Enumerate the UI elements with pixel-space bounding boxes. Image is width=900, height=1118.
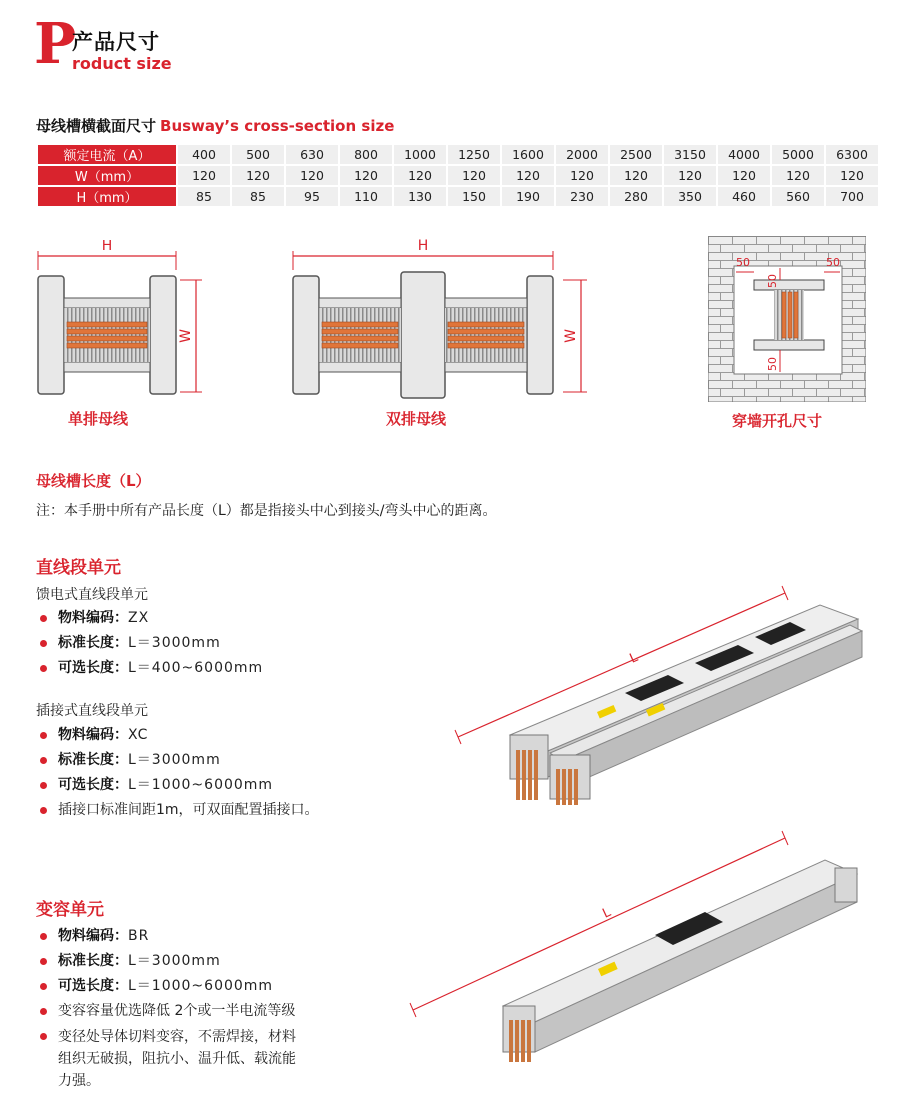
table-cell: 120 [502, 166, 554, 185]
table-cell: 2000 [556, 145, 608, 164]
page-subtitle: roduct size [72, 54, 172, 73]
table-cell: 120 [394, 166, 446, 185]
list-item: 可选长度：L＝1000~6000mm [36, 974, 296, 999]
section-title-cross-section [36, 115, 394, 136]
table-cell: 1250 [448, 145, 500, 164]
table-cell: 120 [448, 166, 500, 185]
row-header: H（mm） [38, 187, 176, 206]
table-row [38, 145, 878, 164]
length-title: 母线槽长度（L） [36, 472, 151, 490]
table-cell: 630 [286, 145, 338, 164]
plugin-title: 插接式直线段单元 [36, 703, 148, 719]
table-cell: 120 [340, 166, 392, 185]
dim-w-label: W [178, 329, 194, 343]
table-cell: 800 [340, 145, 392, 164]
table-cell: 1600 [502, 145, 554, 164]
table-row [38, 166, 878, 185]
table-cell: 120 [826, 166, 878, 185]
logo-letter: P [34, 11, 77, 77]
table-cell: 230 [556, 187, 608, 206]
dim-h-label: H [101, 240, 113, 254]
table-cell: 350 [664, 187, 716, 206]
table-cell: 560 [772, 187, 824, 206]
reducer-busway-illustration [405, 830, 875, 1075]
table-cell: 110 [340, 187, 392, 206]
row-header: W（mm） [38, 166, 176, 185]
single-busbar-diagram [30, 240, 215, 405]
section-title-en: Busway’s cross-section size [160, 117, 395, 135]
table-cell: 280 [610, 187, 662, 206]
list-item: 插接口标准间距1m，可双面配置插接口。 [36, 798, 319, 823]
table-cell: 150 [448, 187, 500, 206]
dim-50-left: 50 [736, 256, 750, 269]
table-cell: 190 [502, 187, 554, 206]
table-cell: 1000 [394, 145, 446, 164]
wall-opening-diagram [708, 236, 866, 402]
table-cell: 2500 [610, 145, 662, 164]
reducer-list [36, 924, 296, 1092]
feeder-list [36, 606, 263, 681]
list-item: 物料编码：BR [36, 924, 296, 949]
table-cell: 95 [286, 187, 338, 206]
table-cell: 120 [718, 166, 770, 185]
table-cell: 460 [718, 187, 770, 206]
dim-w-label-double: W [563, 329, 579, 343]
dim-50-bottom: 50 [766, 357, 779, 371]
list-item: 可选长度：L＝400~6000mm [36, 656, 263, 681]
table-cell: 120 [664, 166, 716, 185]
plugin-list [36, 723, 319, 823]
table-cell: 120 [556, 166, 608, 185]
feeder-title: 馈电式直线段单元 [36, 587, 148, 603]
table-cell: 120 [286, 166, 338, 185]
dim-50-right: 50 [826, 256, 840, 269]
table-cell: 3150 [664, 145, 716, 164]
dim-l-label-straight: L [627, 650, 641, 667]
list-item: 变容容量优选降低 2个或一半电流等级 [36, 999, 296, 1024]
table-cell: 6300 [826, 145, 878, 164]
wall-opening-label: 穿墙开孔尺寸 [732, 412, 823, 430]
table-cell: 85 [178, 187, 230, 206]
list-item: 标准长度：L＝3000mm [36, 748, 319, 773]
straight-busway-illustration [450, 585, 880, 810]
list-item: 标准长度：L＝3000mm [36, 949, 296, 974]
straight-title: 直线段单元 [36, 558, 121, 578]
table-cell: 85 [232, 187, 284, 206]
table-cell: 120 [232, 166, 284, 185]
single-busbar-label: 单排母线 [68, 410, 129, 428]
table-cell: 4000 [718, 145, 770, 164]
table-cell: 130 [394, 187, 446, 206]
dim-h-label-double: H [417, 238, 429, 254]
list-item: 可选长度：L＝1000~6000mm [36, 773, 319, 798]
dim-50-top: 50 [766, 274, 779, 288]
double-busbar-label: 双排母线 [386, 410, 447, 428]
list-item: 标准长度：L＝3000mm [36, 631, 263, 656]
reducer-title: 变容单元 [36, 900, 104, 920]
page-title: 产品尺寸 [72, 30, 160, 54]
table-cell: 5000 [772, 145, 824, 164]
list-item: 物料编码：XC [36, 723, 319, 748]
row-header: 额定电流（A） [38, 145, 176, 164]
table-cell: 400 [178, 145, 230, 164]
spec-table [36, 143, 880, 208]
dim-l-label-reducer: L [600, 904, 614, 922]
table-cell: 120 [772, 166, 824, 185]
double-busbar-diagram [285, 236, 595, 406]
table-cell: 500 [232, 145, 284, 164]
table-cell: 700 [826, 187, 878, 206]
length-note: 注：本手册中所有产品长度（L）都是指接头中心到接头/弯头中心的距离。 [36, 503, 497, 519]
list-item: 变径处导体切料变容，不需焊接，材料 组织无破损，阻抗小、温升低、载流能 力强。 [36, 1024, 296, 1092]
table-cell: 120 [178, 166, 230, 185]
list-item: 物料编码：ZX [36, 606, 263, 631]
section-title-cn: 母线槽横截面尺寸 [36, 117, 157, 135]
table-row [38, 187, 878, 206]
table-cell: 120 [610, 166, 662, 185]
